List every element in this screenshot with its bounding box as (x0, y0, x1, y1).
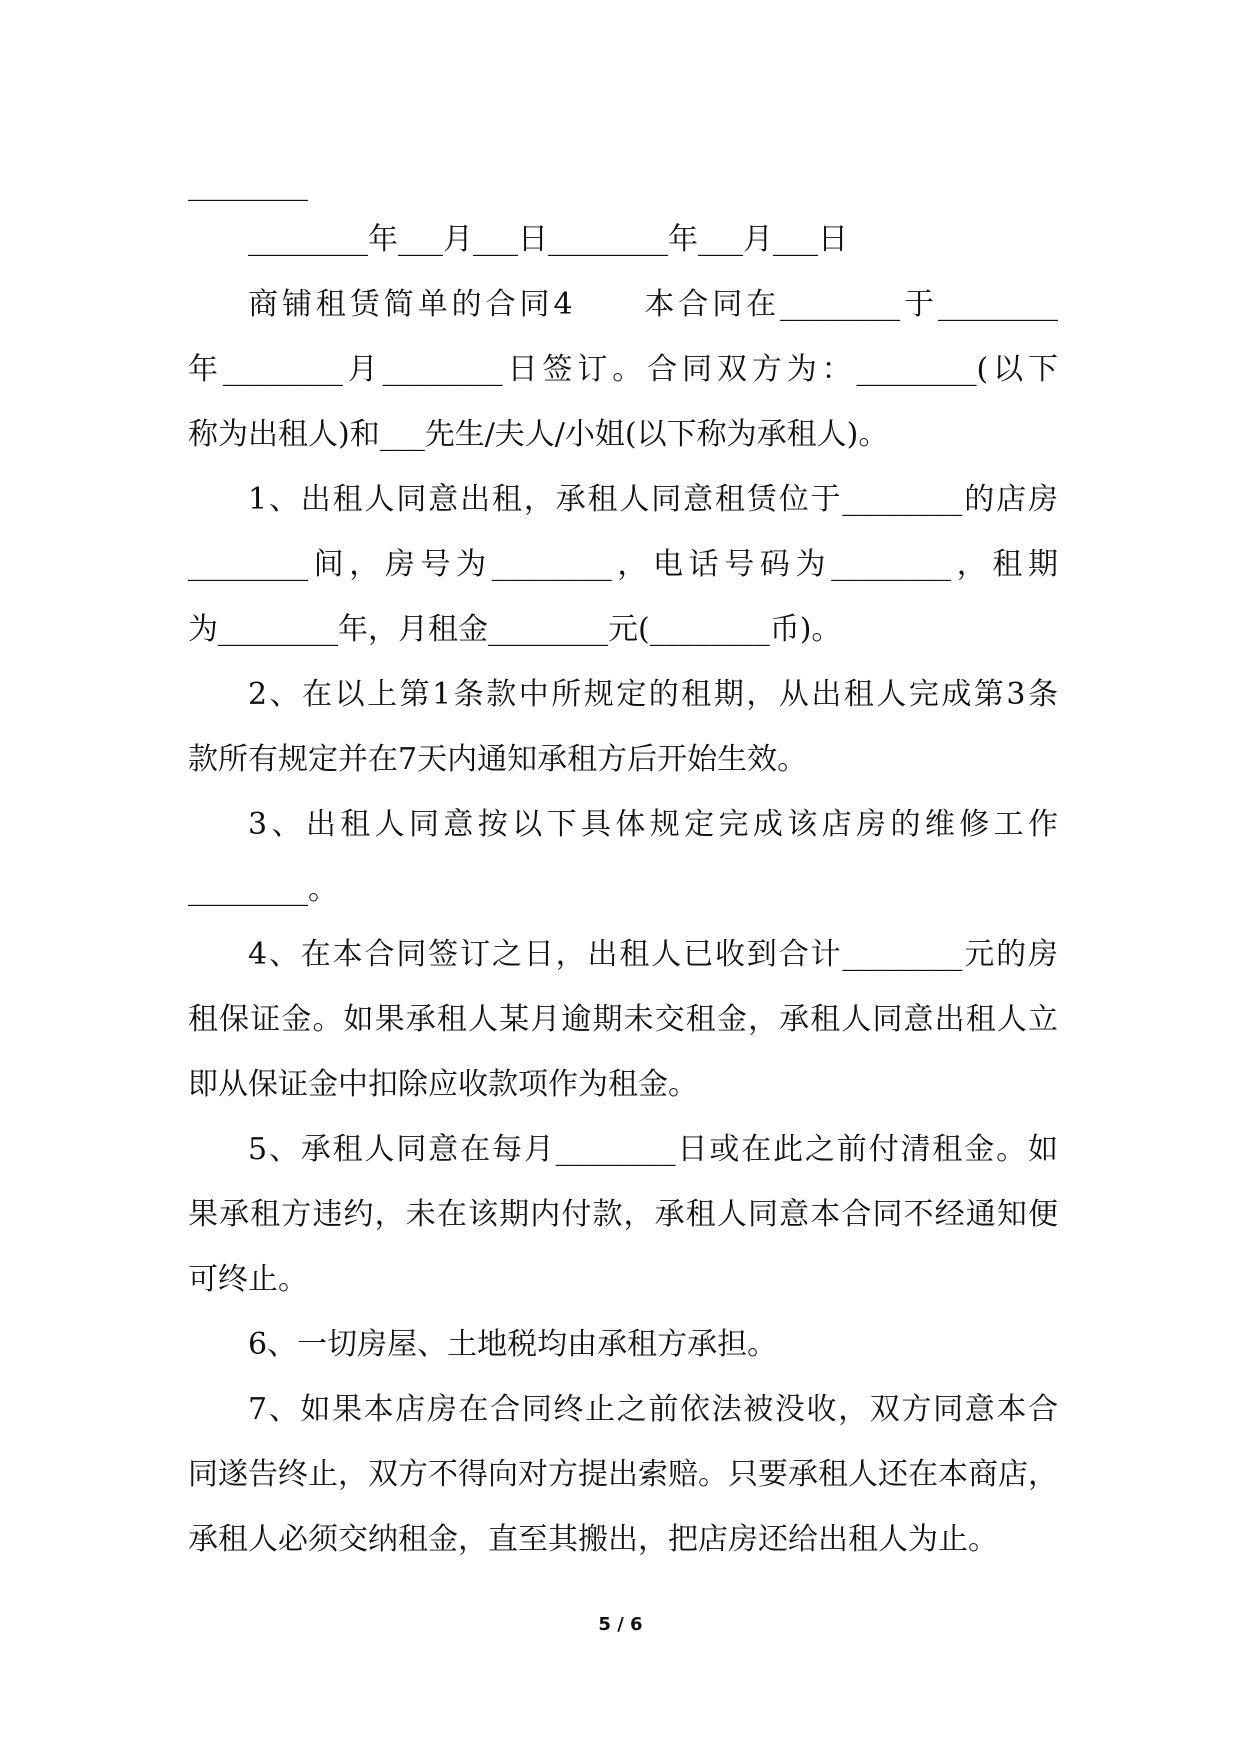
clause-4-line: 4、在本合同签订之日，出租人已收到合计________元的房 (248, 937, 1058, 972)
signature-blank-line: ________ (188, 167, 308, 202)
clause-1-line: ________间，房号为________，电话号码为________，租期 (188, 547, 1058, 582)
clause-7-line: 同遂告终止，双方不得向对方提出索赔。只要承租人还在本商店， (188, 1457, 1058, 1492)
page-number: 5 / 6 (598, 1614, 643, 1635)
clause-1-line: 1、出租人同意出租，承租人同意租赁位于________的店房 (248, 482, 1058, 517)
clause-1-line: 为________年，月租金________元(________币)。 (188, 612, 842, 647)
clause-7-line: 承租人必须交纳租金，直至其搬出，把店房还给出租人为止。 (188, 1522, 998, 1557)
paragraph-line: 年________月________日签订。合同双方为：________(以下 (188, 352, 1058, 387)
clause-4-line: 租保证金。如果承租人某月逾期未交租金，承租人同意出租人立 (188, 1002, 1058, 1037)
clause-3-line: 3、出租人同意按以下具体规定完成该店房的维修工作 (248, 807, 1058, 842)
clause-2-line: 款所有规定并在7天内通知承租方后开始生效。 (188, 742, 808, 777)
clause-5-line: 5、承租人同意在每月________日或在此之前付清租金。如 (248, 1132, 1058, 1167)
clause-4-line: 即从保证金中扣除应收款项作为租金。 (188, 1067, 698, 1102)
paragraph-line: 称为出租人)和___先生/夫人/小姐(以下称为承租人)。 (188, 417, 889, 452)
document-body (188, 162, 1058, 1572)
clause-5-line: 果承租方违约，未在该期内付款，承租人同意本合同不经通知便 (188, 1197, 1058, 1232)
clause-2-line: 2、在以上第1条款中所规定的租期，从出租人完成第3条 (248, 677, 1058, 712)
contract-title-line: 商铺租赁简单的合同4 本合同在________于________ (248, 287, 1058, 322)
signature-date-line: ________年___月___日________年___月___日 (248, 222, 848, 257)
clause-6-line: 6、一切房屋、土地税均由承租方承担。 (248, 1327, 778, 1362)
clause-7-line: 7、如果本店房在合同终止之前依法被没收，双方同意本合 (248, 1392, 1058, 1427)
clause-5-line: 可终止。 (188, 1262, 308, 1297)
clause-3-line: ________。 (188, 872, 338, 907)
